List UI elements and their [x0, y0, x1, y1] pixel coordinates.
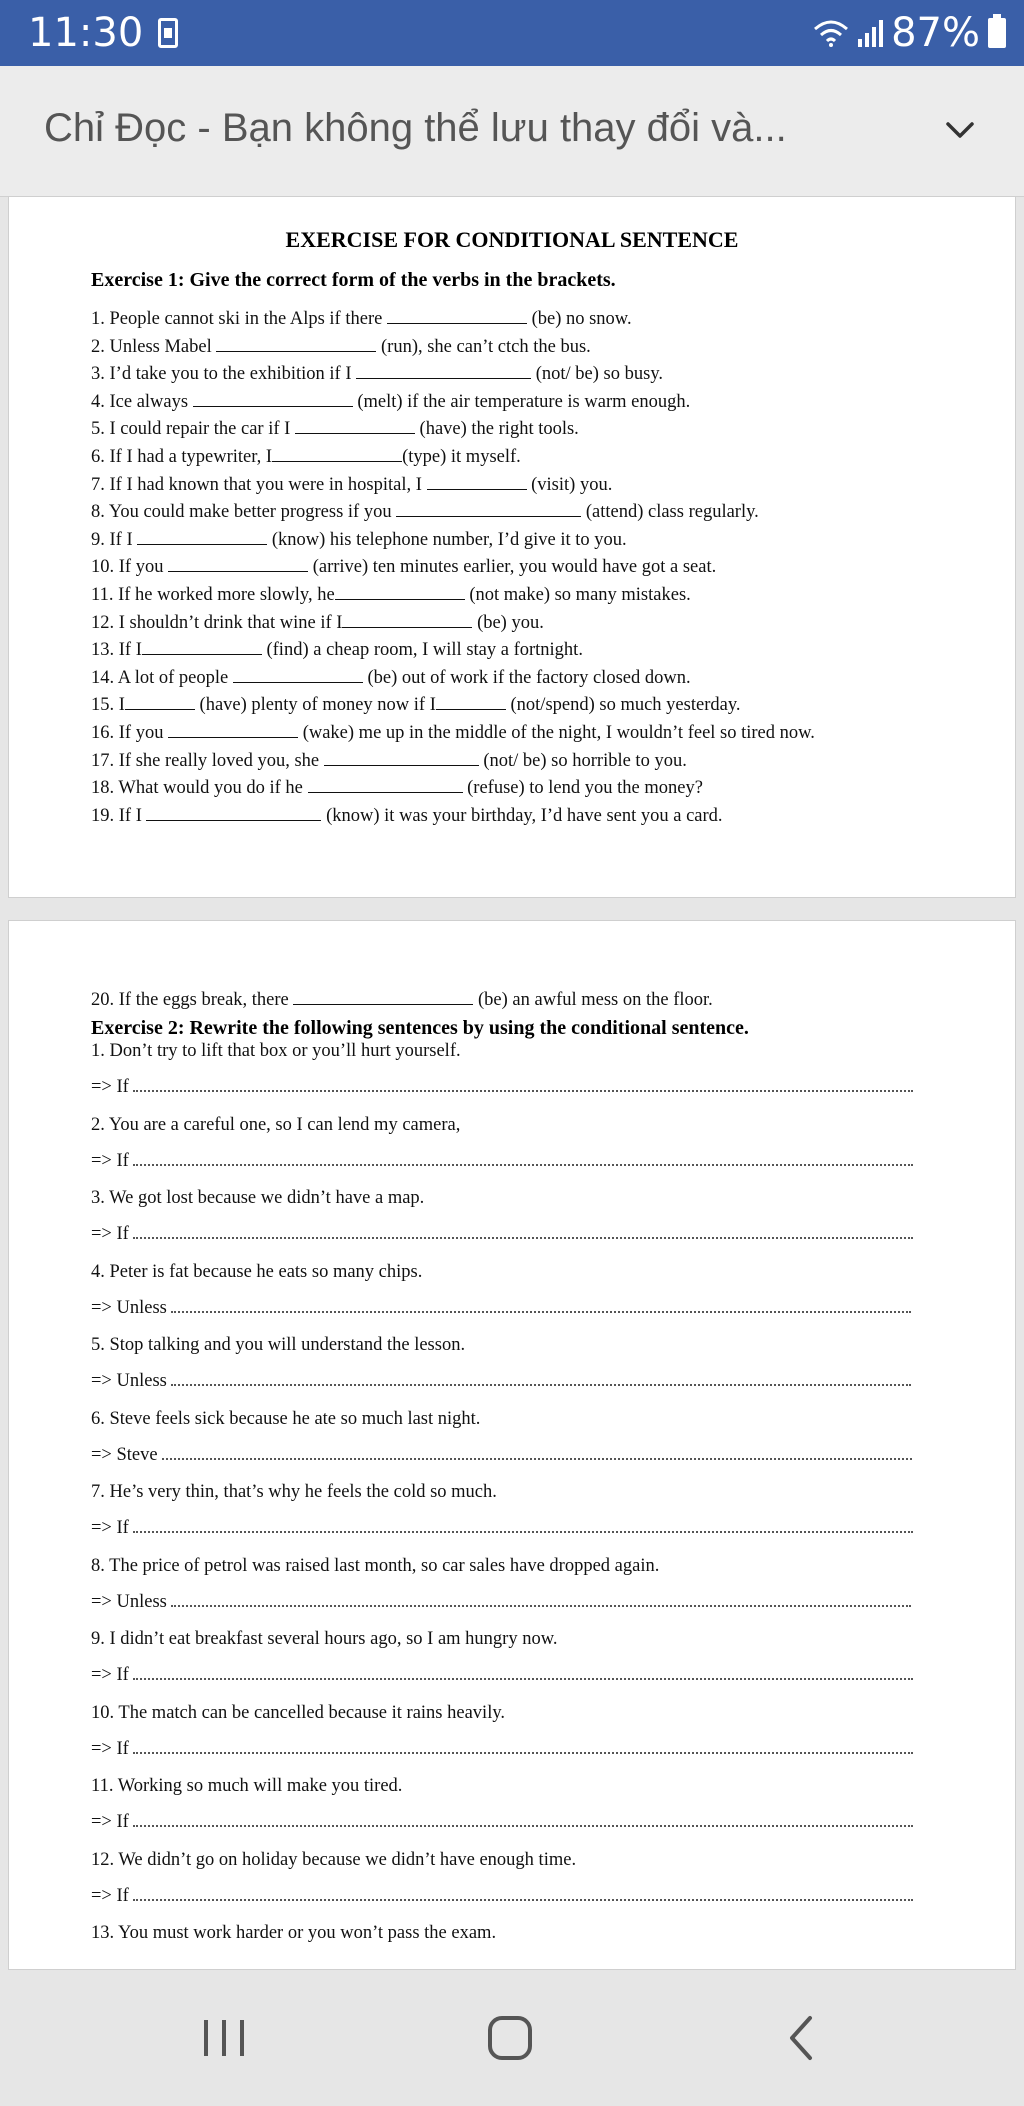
answer-blank — [146, 806, 321, 821]
exercise-1-item: 1. People cannot ski in the Alps if there (be) no snow. — [91, 309, 632, 329]
exercise-2-answer-line: => Steve — [91, 1445, 912, 1466]
exercise-1-item: 11. If he worked more slowly, he (not make) so many mistakes. — [91, 585, 691, 605]
answer-blank — [295, 419, 415, 434]
page-title: EXERCISE FOR CONDITIONAL SENTENCE — [285, 227, 739, 252]
answer-dotted-line — [133, 1519, 913, 1533]
exercise-2-answer-line: => If — [91, 1518, 913, 1539]
signal-icon — [858, 19, 883, 47]
answer-blank — [356, 364, 531, 379]
answer-dotted-line — [162, 1446, 912, 1460]
document-page-2[interactable] — [8, 920, 1016, 1970]
answer-dotted-line — [171, 1593, 911, 1607]
answer-dotted-line — [171, 1372, 911, 1386]
exercise-2-question: 12. We didn’t go on holiday because we didn’t have enough time. — [91, 1849, 577, 1870]
answer-dotted-line — [133, 1666, 913, 1680]
exercise-1-item-20: 20. If the eggs break, there (be) an awful mess on the floor. — [91, 990, 713, 1010]
answer-dotted-line — [133, 1152, 913, 1166]
answer-dotted-line — [171, 1299, 911, 1313]
exercise-2-question: 9. I didn’t eat breakfast several hours ago, so I am hungry now. — [91, 1629, 558, 1649]
home-button[interactable] — [488, 2016, 532, 2060]
battery-percent: 87% — [891, 10, 980, 56]
exercise-2-question: 6. Steve feels sick because he ate so much last night. — [91, 1408, 481, 1429]
answer-blank — [272, 447, 402, 462]
status-right — [812, 10, 1006, 56]
answer-blank — [125, 695, 195, 710]
exercise-2-answer-line: => If — [91, 1151, 913, 1172]
exercise-2-question: 2. You are a careful one, so I can lend my camera, — [91, 1114, 461, 1135]
exercise-1-item: 13. If I (find) a cheap room, I will stay a fortnight. — [91, 640, 583, 661]
answer-blank — [396, 502, 581, 517]
exercise-2-question: 3. We got lost because we didn’t have a map. — [91, 1188, 425, 1208]
battery-icon — [988, 18, 1006, 48]
exercise-1-item: 16. If you (wake) me up in the middle of the night, I wouldn’t feel so tired now. — [91, 723, 815, 743]
answer-dotted-line — [133, 1887, 913, 1901]
exercise-1-item: 18. What would you do if he (refuse) to lend you the money? — [91, 778, 703, 799]
exercise-1-item: 5. I could repair the car if I (have) the right tools. — [91, 419, 579, 440]
answer-blank — [387, 309, 527, 324]
exercise-2-answer-line: => If — [91, 1077, 913, 1098]
answer-blank — [233, 668, 363, 683]
answer-dotted-line — [133, 1813, 913, 1827]
exercise-2-answer-line: => Unless — [91, 1592, 911, 1613]
answer-blank — [308, 778, 463, 793]
exercise-1-heading: Exercise 1: Give the correct form of the verbs in the brackets. — [91, 269, 616, 291]
exercise-1-item: 8. You could make better progress if you (attend) class regularly. — [91, 502, 759, 523]
exercise-1-item: 2. Unless Mabel (run), she can’t ctch the bus. — [91, 336, 591, 357]
answer-dotted-line — [133, 1225, 913, 1239]
document-page-1[interactable] — [8, 196, 1016, 898]
document-title-bar-text: Chỉ Đọc - Bạn không thể lưu thay đổi và... — [44, 106, 787, 150]
answer-blank — [436, 695, 506, 710]
exercise-2-heading: Exercise 2: Rewrite the following sentences by using the conditional sentence. — [91, 1017, 749, 1039]
exercise-2-answer-line: => If — [91, 1739, 913, 1760]
exercise-2-answer-line: => If — [91, 1665, 913, 1686]
answer-blank — [168, 557, 308, 572]
exercise-2-answer-line: => If — [91, 1224, 913, 1245]
exercise-1-item: 6. If I had a typewriter, I (type) it myself. — [91, 447, 521, 467]
wifi-icon — [812, 18, 850, 48]
exercise-1-item: 19. If I (know) it was your birthday, I’d have sent you a card. — [91, 805, 723, 826]
exercise-2-question: 11. Working so much will make you tired. — [91, 1776, 403, 1796]
exercise-1-item: 15. I (have) plenty of money now if I (not/spend) so much yesterday. — [91, 695, 741, 716]
answer-blank — [193, 392, 353, 407]
answer-blank — [216, 337, 376, 352]
navigation-bar — [0, 1970, 1024, 2106]
exercise-1-item: 10. If you (arrive) ten minutes earlier, you would have got a seat. — [91, 557, 717, 578]
exercise-1-item: 12. I shouldn’t drink that wine if I (be) you. — [91, 612, 544, 633]
answer-blank — [324, 751, 479, 766]
answer-dotted-line — [133, 1078, 913, 1092]
chevron-down-icon[interactable] — [940, 110, 980, 150]
exercise-2-question: 4. Peter is fat because he eats so many chips. — [91, 1261, 423, 1282]
exercise-1-item: 17. If she really loved you, she (not/ be) so horrible to you. — [91, 750, 687, 771]
exercise-2-question: 8. The price of petrol was raised last month, so car sales have dropped again. — [91, 1555, 660, 1576]
exercise-2-question: 13. You must work harder or you won’t pass the exam. — [91, 1923, 497, 1943]
answer-blank — [137, 530, 267, 545]
exercise-1-item: 4. Ice always (melt) if the air temperature is warm enough. — [91, 391, 691, 412]
back-button[interactable] — [786, 2014, 814, 2062]
exercise-2-question: 1. Don’t try to lift that box or you’ll hurt yourself. — [91, 1041, 461, 1061]
sim-card-icon — [158, 18, 178, 48]
status-time: 11:30 — [28, 10, 144, 56]
answer-blank — [293, 990, 473, 1005]
exercise-2-answer-line: => Unless — [91, 1371, 911, 1392]
exercise-1-item: 9. If I (know) his telephone number, I’d give it to you. — [91, 529, 627, 550]
answer-dotted-line — [133, 1740, 913, 1754]
answer-blank — [335, 585, 465, 600]
exercise-2-question: 5. Stop talking and you will understand the lesson. — [91, 1335, 466, 1355]
exercise-1-item: 3. I’d take you to the exhibition if I (not/ be) so busy. — [91, 364, 663, 385]
answer-blank — [342, 613, 472, 628]
status-bar — [0, 0, 1024, 66]
answer-blank — [142, 640, 262, 655]
exercise-2-answer-line: => If — [91, 1812, 913, 1833]
exercise-2-answer-line: => Unless — [91, 1298, 911, 1319]
exercise-1-item: 7. If I had known that you were in hospital, I (visit) you. — [91, 474, 613, 495]
answer-blank — [427, 475, 527, 490]
exercise-1-item: 14. A lot of people (be) out of work if the factory closed down. — [91, 667, 691, 688]
recent-apps-button[interactable] — [204, 2020, 244, 2056]
document-header — [0, 66, 1024, 197]
exercise-2-question: 10. The match can be cancelled because it rains heavily. — [91, 1702, 506, 1723]
answer-blank — [168, 723, 298, 738]
exercise-2-answer-line: => If — [91, 1886, 913, 1907]
exercise-2-question: 7. He’s very thin, that’s why he feels the cold so much. — [91, 1482, 497, 1502]
